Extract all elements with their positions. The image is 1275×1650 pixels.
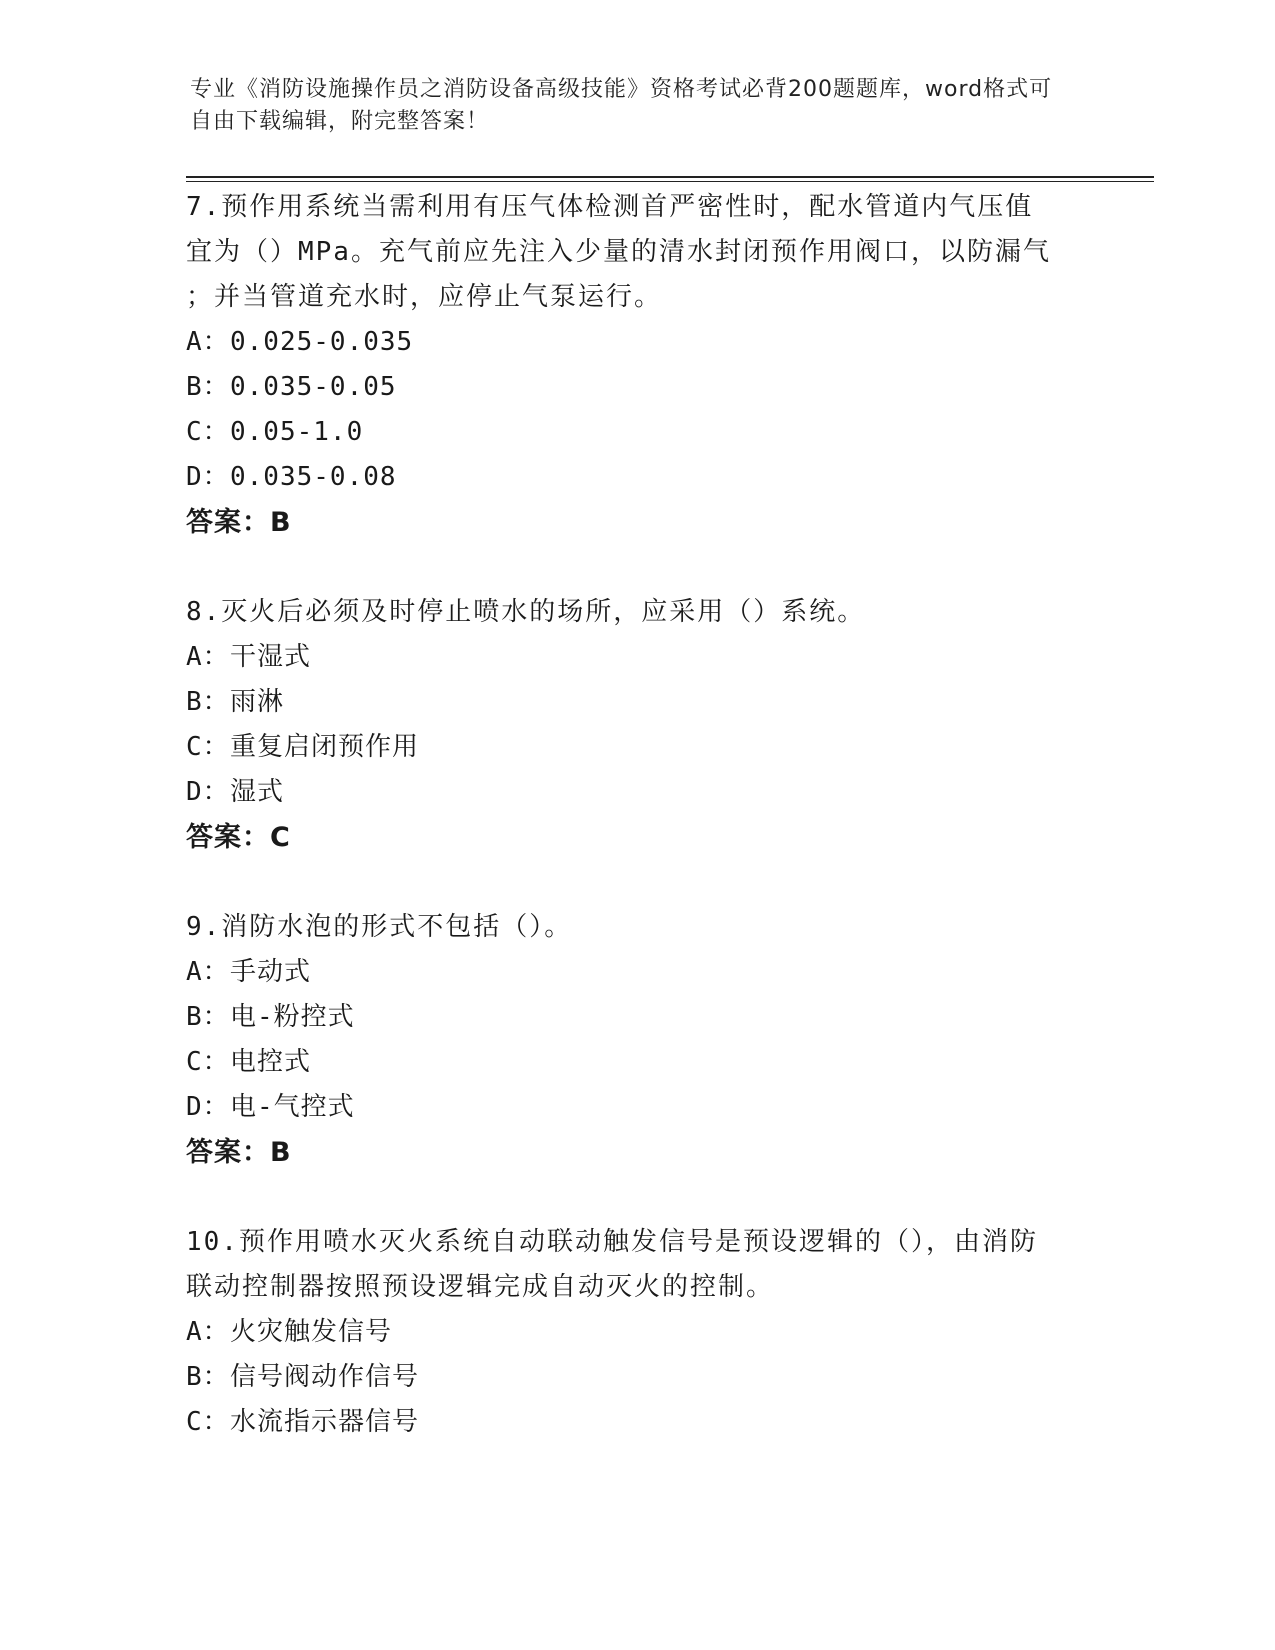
option-letter: B： <box>186 687 230 717</box>
option-c <box>186 1400 1086 1445</box>
option-b <box>186 995 1086 1040</box>
option-text: 火灾触发信号 <box>230 1317 393 1347</box>
header-rule-thick <box>186 176 1154 178</box>
option-letter: A： <box>186 1317 230 1347</box>
option-text: 手动式 <box>230 957 312 987</box>
option-b <box>186 365 1086 410</box>
spacer <box>186 1175 1086 1220</box>
option-letter: C： <box>186 417 230 447</box>
option-text: 电-粉控式 <box>230 1002 355 1032</box>
option-text: 0.05-1.0 <box>230 417 364 447</box>
option-text: 信号阀动作信号 <box>230 1362 420 1392</box>
option-letter: A： <box>186 957 230 987</box>
option-text: 0.035-0.08 <box>230 462 397 492</box>
question-7 <box>186 185 1086 545</box>
question-stem-line: ；并当管道充水时，应停止气泵运行。 <box>186 282 663 312</box>
option-text: 电控式 <box>230 1047 312 1077</box>
answer-label: 答案：B <box>186 1137 292 1168</box>
question-stem-line: 7.预作用系统当需利用有压气体检测首严密性时，配水管道内气压值 <box>186 192 1034 222</box>
option-text: 0.035-0.05 <box>230 372 397 402</box>
option-c <box>186 410 1086 455</box>
option-text: 水流指示器信号 <box>230 1407 420 1437</box>
option-c <box>186 1040 1086 1085</box>
option-b <box>186 680 1086 725</box>
option-letter: A： <box>186 642 230 672</box>
option-text: 湿式 <box>230 777 285 807</box>
question-8 <box>186 590 1086 860</box>
option-letter: A： <box>186 327 230 357</box>
question-10 <box>186 1220 1086 1445</box>
question-stem-line: 9.消防水泡的形式不包括（）。 <box>186 912 573 942</box>
option-letter: B： <box>186 1362 230 1392</box>
option-a <box>186 950 1086 995</box>
spacer <box>186 860 1086 905</box>
answer-label: 答案：C <box>186 822 291 853</box>
option-letter: C： <box>186 1047 230 1077</box>
option-d <box>186 770 1086 815</box>
option-letter: C： <box>186 1407 230 1437</box>
document-intro: 专业《消防设施操作员之消防设备高级技能》资格考试必背200题题库，word格式可自由下载编辑，附完整答案！ <box>190 77 1053 134</box>
option-letter: D： <box>186 1092 230 1122</box>
option-d <box>186 1085 1086 1130</box>
spacer <box>186 545 1086 590</box>
option-a <box>186 635 1086 680</box>
option-letter: C： <box>186 732 230 762</box>
question-stem-line: 10.预作用喷水灭火系统自动联动触发信号是预设逻辑的（），由消防 <box>186 1227 1038 1257</box>
option-letter: D： <box>186 462 230 492</box>
option-letter: B： <box>186 372 230 402</box>
option-b <box>186 1355 1086 1400</box>
option-letter: B： <box>186 1002 230 1032</box>
question-list <box>186 185 1086 1445</box>
option-text: 干湿式 <box>230 642 312 672</box>
option-c <box>186 725 1086 770</box>
option-a <box>186 1310 1086 1355</box>
option-text: 雨淋 <box>230 687 285 717</box>
header-rule-thin <box>186 181 1154 182</box>
answer-label: 答案：B <box>186 507 292 538</box>
option-text: 0.025-0.035 <box>230 327 414 357</box>
option-text: 电-气控式 <box>230 1092 355 1122</box>
question-9 <box>186 905 1086 1175</box>
option-letter: D： <box>186 777 230 807</box>
question-stem-line: 8.灭火后必须及时停止喷水的场所，应采用（）系统。 <box>186 597 866 627</box>
option-a <box>186 320 1086 365</box>
question-stem-line: 联动控制器按照预设逻辑完成自动灭火的控制。 <box>186 1272 775 1302</box>
question-stem-line: 宜为（）MPa。充气前应先注入少量的清水封闭预作用阀口，以防漏气 <box>186 237 1051 267</box>
option-text: 重复启闭预作用 <box>230 732 420 762</box>
option-d <box>186 455 1086 500</box>
